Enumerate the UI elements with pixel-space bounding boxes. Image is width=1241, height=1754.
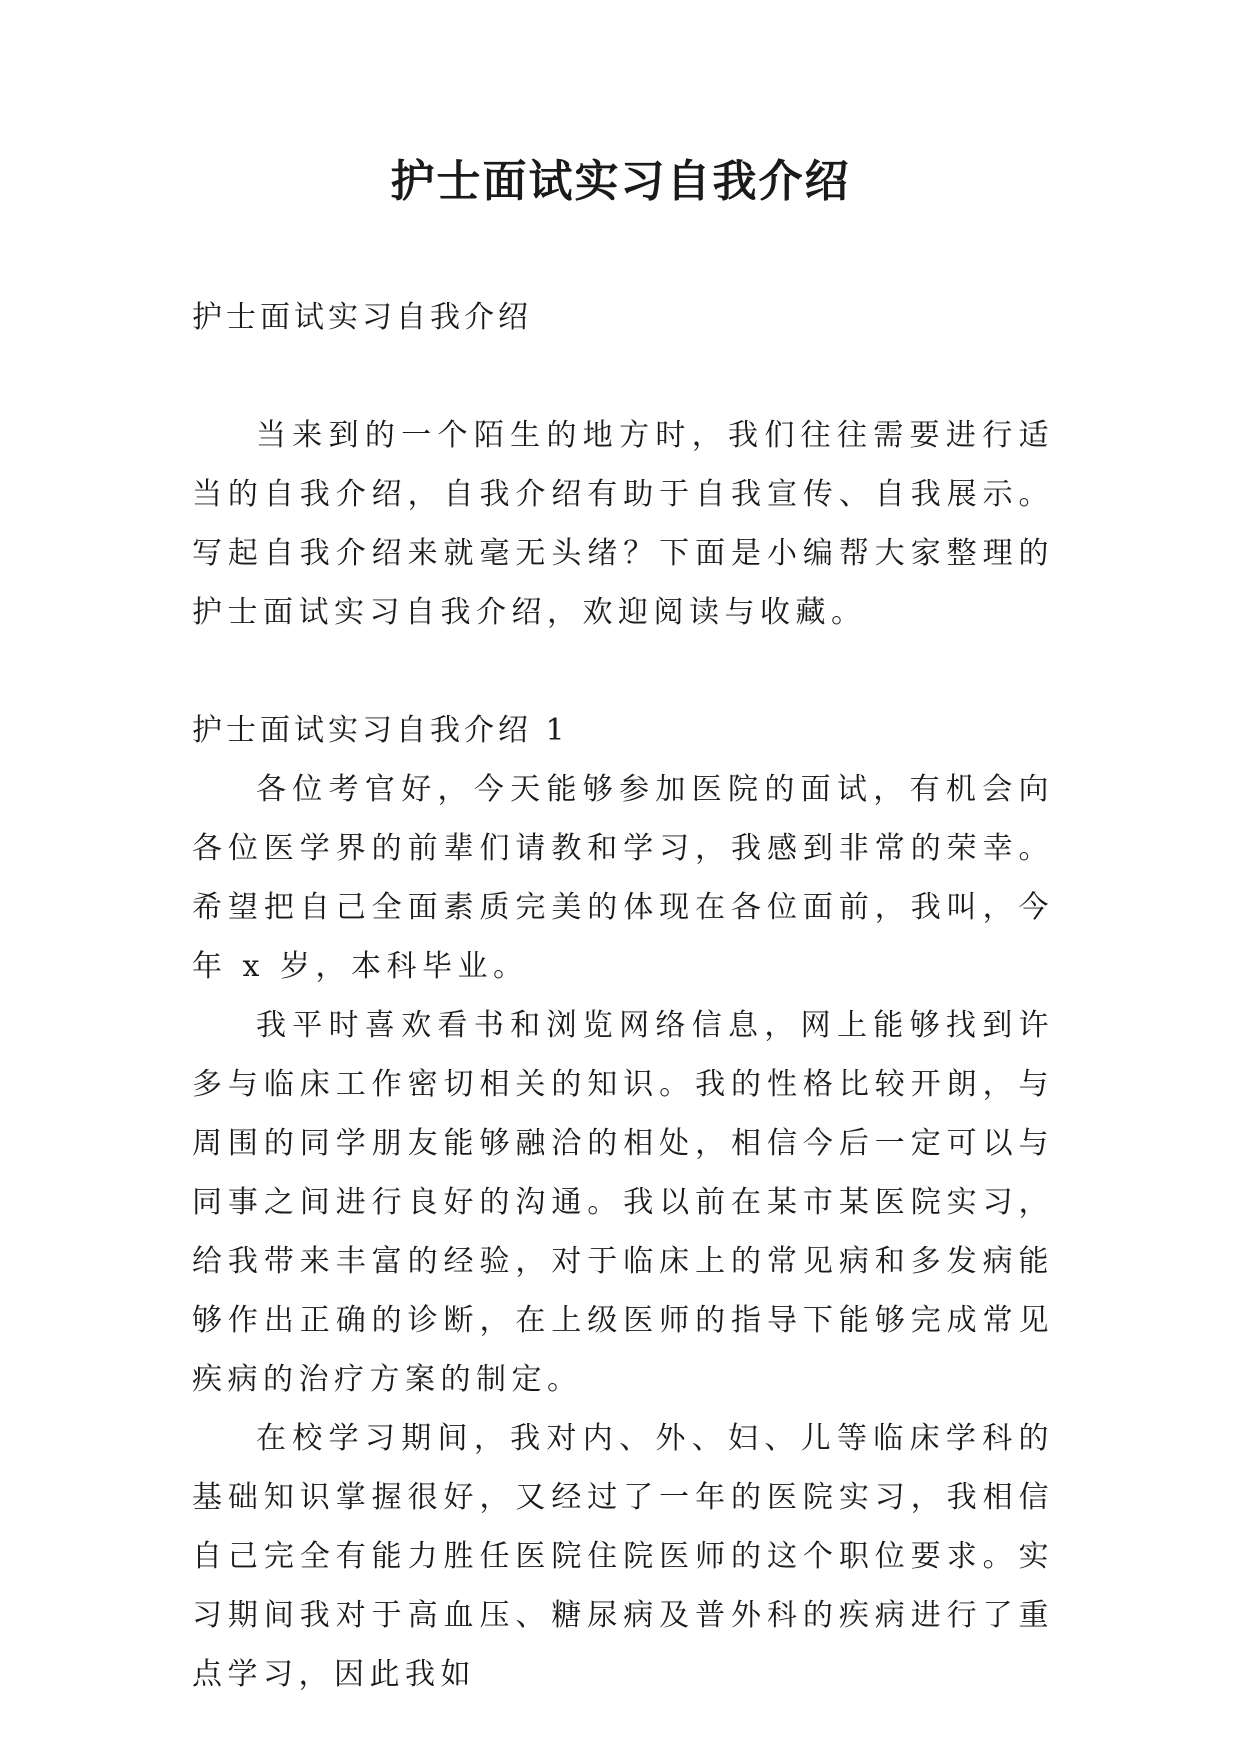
paragraph-3: 在校学习期间，我对内、外、妇、儿等临床学科的基础知识掌握很好，又经过了一年的医院实习，我相信自己完全有能力胜任医院住院医师的这个职位要求。实习期间我对于高血压、糖尿病及普外科的疾病进行了重点学习，因此我如 xyxy=(192,1421,1054,1692)
document-body xyxy=(192,288,1054,1704)
paragraph-1: 各位考官好，今天能够参加医院的面试，有机会向各位医学界的前辈们请教和学习，我感到非常的荣幸。希望把自己全面素质完美的体现在各位面前，我叫，今年 x 岁，本科毕业。 xyxy=(192,772,1054,984)
subtitle: 护士面试实习自我介绍 xyxy=(192,300,532,335)
intro-paragraph: 当来到的一个陌生的地方时，我们往往需要进行适当的自我介绍，自我介绍有助于自我宣传、自我展示。写起自我介绍来就毫无头绪？下面是小编帮大家整理的护士面试实习自我介绍，欢迎阅读与收藏。 xyxy=(192,418,1054,630)
section-heading-1: 护士面试实习自我介绍 1 xyxy=(192,713,569,748)
document-title: 护士面试实习自我介绍 xyxy=(390,156,851,207)
paragraph-2: 我平时喜欢看书和浏览网络信息，网上能够找到许多与临床工作密切相关的知识。我的性格比较开朗，与周围的同学朋友能够融洽的相处，相信今后一定可以与同事之间进行良好的沟通。我以前在某市某医院实习，给我带来丰富的经验，对于临床上的常见病和多发病能够作出正确的诊断，在上级医师的指导下能够完成常见疾病的治疗方案的制定。 xyxy=(192,1008,1054,1397)
